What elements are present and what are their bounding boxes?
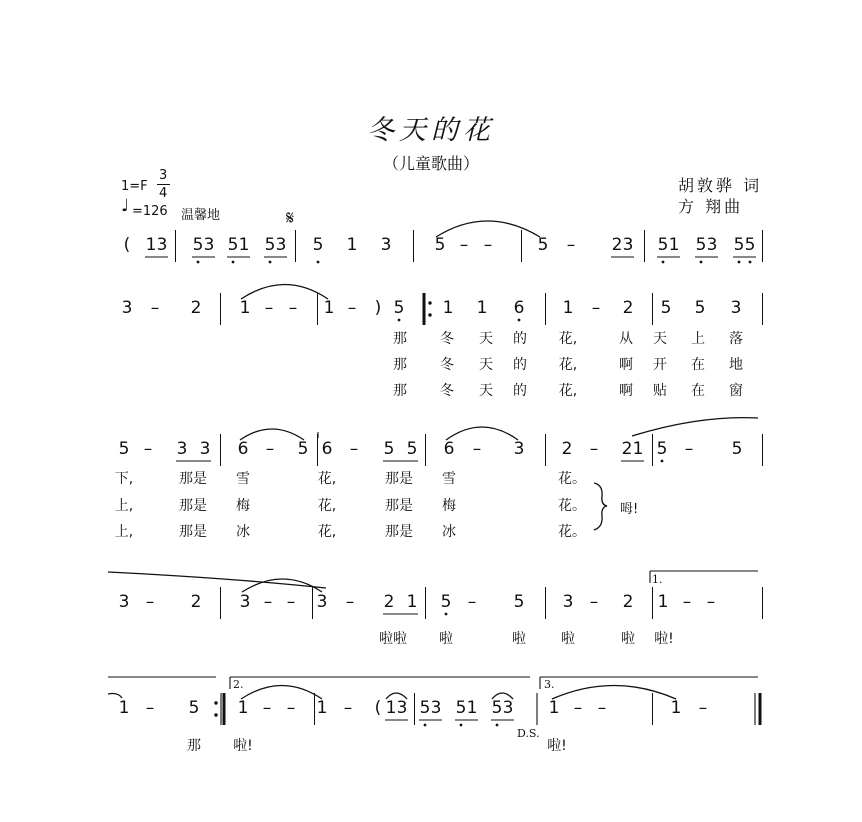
note-glyph: 5 — [744, 235, 756, 255]
note-glyph: 1 — [466, 698, 478, 718]
note-glyph: 1 — [442, 298, 454, 318]
note-glyph: – — [349, 439, 359, 459]
lyric-syllable: 的 — [513, 357, 527, 373]
note-glyph: 3 — [199, 439, 211, 459]
lyric-syllable: 啦! — [654, 631, 674, 647]
note-glyph: 1 — [670, 698, 682, 718]
lyric-syllable: 花, — [558, 331, 578, 347]
note-glyph: 1 — [657, 592, 669, 612]
note-glyph: – — [472, 439, 482, 459]
lyric-syllable: 那 — [393, 383, 407, 399]
note-glyph: 2 — [622, 298, 634, 318]
lyric-syllable: 上, — [114, 524, 134, 540]
note-glyph: – — [145, 698, 155, 718]
lyric-syllable: 上 — [691, 331, 705, 347]
note-glyph: 3 — [502, 698, 514, 718]
note-glyph: 5 — [537, 235, 549, 255]
note-glyph: – — [573, 698, 583, 718]
note-glyph: – — [684, 439, 694, 459]
note-glyph: – — [698, 698, 708, 718]
note-glyph: – — [597, 698, 607, 718]
note-glyph: 5 — [440, 592, 452, 612]
note-glyph: 2 — [190, 298, 202, 318]
note-glyph: 3 — [275, 235, 287, 255]
note-glyph: 1 — [668, 235, 680, 255]
tempo-marking: =126 — [132, 204, 168, 219]
note-glyph: 6 — [443, 439, 455, 459]
note-glyph: 6 — [237, 439, 249, 459]
note-glyph: 2 — [190, 592, 202, 612]
note-glyph: 2 — [561, 439, 573, 459]
note-glyph: 5 — [227, 235, 239, 255]
note-glyph: – — [589, 439, 599, 459]
lyric-syllable: 梅 — [236, 498, 250, 514]
note-glyph: 3 — [118, 592, 130, 612]
note-glyph: – — [459, 235, 469, 255]
note-glyph: 5 — [731, 439, 743, 459]
song-title: 冬天的花 — [367, 115, 495, 146]
note-glyph: 3 — [706, 235, 718, 255]
note-glyph: 5 — [419, 698, 431, 718]
note-glyph: 5 — [455, 698, 467, 718]
segno-sign: 𝄋 — [286, 207, 295, 229]
key-signature: 1=F — [121, 179, 148, 194]
note-glyph: 5 — [192, 235, 204, 255]
quarter-note-icon: ♩ — [121, 196, 130, 216]
note-glyph: – — [264, 298, 274, 318]
note-glyph: – — [143, 439, 153, 459]
note-glyph: 3 — [380, 235, 392, 255]
lyric-syllable: 啊 — [619, 357, 633, 373]
note-glyph: 5 — [393, 298, 405, 318]
lyric-syllable: 啦 — [561, 631, 575, 647]
lyric-syllable: 在 — [691, 383, 705, 399]
ending-3-label: 3. — [544, 678, 555, 691]
lyric-syllable: 那 — [187, 738, 201, 754]
note-glyph: 2 — [621, 439, 633, 459]
note-glyph: 5 — [118, 439, 130, 459]
note-glyph: 5 — [434, 235, 446, 255]
note-glyph: 1 — [238, 235, 250, 255]
note-glyph: ) — [374, 298, 382, 318]
lyric-syllable: 花, — [558, 383, 578, 399]
note-glyph: 1 — [237, 698, 249, 718]
note-glyph: 5 — [491, 698, 503, 718]
lyric-syllable: 花。 — [558, 471, 586, 487]
lyric-syllable: 梅 — [442, 498, 456, 514]
lyric-syllable: 啦 — [439, 631, 453, 647]
note-glyph: 5 — [297, 439, 309, 459]
note-glyph: 6 — [513, 298, 525, 318]
note-glyph: – — [286, 698, 296, 718]
slur — [446, 427, 518, 440]
note-glyph: 3 — [316, 592, 328, 612]
note-glyph: 3 — [156, 235, 168, 255]
lyric-syllable: 冬 — [440, 331, 454, 347]
lyric-syllable: 的 — [513, 383, 527, 399]
lyric-syllable: 那 — [393, 331, 407, 347]
lyric-syllable: 地 — [729, 357, 743, 373]
lyric-syllable: 啦啦 — [379, 631, 407, 647]
note-glyph: 3 — [121, 298, 133, 318]
lyric-syllable: 冬 — [440, 357, 454, 373]
note-glyph: 3 — [430, 698, 442, 718]
note-glyph: 3 — [176, 439, 188, 459]
ending-1-label: 1. — [652, 573, 663, 586]
lyric-syllable: 天 — [479, 383, 493, 399]
brace — [594, 483, 607, 530]
lyric-syllable: 冰 — [236, 524, 250, 540]
note-glyph: – — [345, 592, 355, 612]
note-glyph: – — [288, 298, 298, 318]
note-glyph: 3 — [203, 235, 215, 255]
note-glyph: 5 — [264, 235, 276, 255]
lyric-syllable: 花, — [317, 471, 337, 487]
lyric-syllable: 贴 — [653, 383, 667, 399]
lyric-syllable: 那 — [393, 357, 407, 373]
note-glyph: – — [347, 298, 357, 318]
lyric-syllable: 啦 — [621, 631, 635, 647]
note-glyph: 5 — [383, 439, 395, 459]
note-glyph: 5 — [660, 298, 672, 318]
lyric-syllable: 冬 — [440, 383, 454, 399]
note-glyph: 5 — [733, 235, 745, 255]
slur — [241, 285, 328, 300]
note-glyph: – — [566, 235, 576, 255]
slur — [632, 418, 758, 436]
slur — [436, 221, 540, 237]
lyric-syllable: 那是 — [179, 524, 207, 540]
lyric-syllable: 天 — [653, 331, 667, 347]
note-glyph: – — [262, 698, 272, 718]
note-glyph: 1 — [562, 298, 574, 318]
note-glyph: 1 — [323, 298, 335, 318]
note-glyph: – — [589, 592, 599, 612]
note-glyph: 5 — [656, 439, 668, 459]
note-glyph: – — [467, 592, 477, 612]
note-glyph: 5 — [694, 298, 706, 318]
note-glyph: 3 — [730, 298, 742, 318]
song-subtitle: （儿童歌曲） — [382, 154, 479, 173]
time-signature-bottom: 4 — [159, 186, 168, 201]
note-glyph: 1 — [118, 698, 130, 718]
slur — [241, 686, 322, 700]
note-glyph: 3 — [396, 698, 408, 718]
lyric-syllable: 那是 — [385, 498, 413, 514]
note-glyph: ( — [123, 235, 131, 255]
lyric-syllable: 花。 — [558, 498, 586, 514]
note-glyph: 6 — [321, 439, 333, 459]
lyric-syllable: 天 — [479, 331, 493, 347]
lyric-syllable: 那是 — [385, 471, 413, 487]
lyric-syllable: 啊 — [619, 383, 633, 399]
note-glyph: 3 — [622, 235, 634, 255]
slur — [386, 693, 407, 699]
lyric-syllable: 那是 — [179, 498, 207, 514]
note-glyph: – — [145, 592, 155, 612]
note-glyph: 3 — [562, 592, 574, 612]
note-glyph: 5 — [695, 235, 707, 255]
lyric-syllable: 天 — [479, 357, 493, 373]
note-glyph: – — [286, 592, 296, 612]
note-glyph: 5 — [188, 698, 200, 718]
note-glyph: 2 — [383, 592, 395, 612]
slur — [492, 693, 513, 699]
lyric-syllable: 在 — [691, 357, 705, 373]
note-glyph: 5 — [406, 439, 418, 459]
lyric-syllable: 的 — [513, 331, 527, 347]
lyric-syllable: 花, — [558, 357, 578, 373]
lyric-syllable: 冰 — [442, 524, 456, 540]
lyric-syllable: 啦! — [547, 738, 567, 754]
lyric-syllable: 花, — [317, 498, 337, 514]
note-glyph: – — [706, 592, 716, 612]
note-glyph: 1 — [385, 698, 397, 718]
note-glyph: 1 — [406, 592, 418, 612]
lyric-syllable: 啦 — [512, 631, 526, 647]
note-glyph: 1 — [239, 298, 251, 318]
expression-marking: 温馨地 — [181, 208, 221, 223]
note-glyph: 1 — [632, 439, 644, 459]
note-glyph: ( — [374, 698, 382, 718]
lyric-syllable: 上, — [114, 498, 134, 514]
lyric-syllable: 那是 — [179, 471, 207, 487]
slur — [552, 686, 676, 700]
slur — [108, 694, 122, 699]
note-glyph: 5 — [513, 592, 525, 612]
lyric-syllable: 那是 — [385, 524, 413, 540]
lyricist-credit: 胡敦骅 词 — [678, 176, 763, 195]
composer-credit: 方 翔曲 — [678, 197, 744, 216]
note-glyph: 5 — [312, 235, 324, 255]
lyric-syllable: 落 — [729, 331, 743, 347]
note-glyph: – — [483, 235, 493, 255]
lyric-syllable: 花, — [317, 524, 337, 540]
brace-word: 呣! — [620, 502, 639, 517]
note-glyph: 5 — [657, 235, 669, 255]
lyric-syllable: 雪 — [442, 471, 456, 487]
note-glyph: 2 — [622, 592, 634, 612]
lyric-syllable: 开 — [653, 357, 667, 373]
ending-2-label: 2. — [233, 678, 244, 691]
lyric-syllable: 从 — [619, 331, 633, 347]
note-glyph: 2 — [611, 235, 623, 255]
note-glyph: 3 — [513, 439, 525, 459]
time-signature-top: 3 — [159, 168, 168, 183]
note-glyph: 3 — [239, 592, 251, 612]
note-glyph: – — [263, 592, 273, 612]
note-glyph: 1 — [316, 698, 328, 718]
lyric-syllable: 啦! — [233, 738, 253, 754]
note-glyph: 1 — [145, 235, 157, 255]
note-glyph: – — [343, 698, 353, 718]
lyric-syllable: 窗 — [729, 383, 743, 399]
lyric-syllable: 花。 — [558, 524, 586, 540]
lyric-syllable: 下, — [114, 471, 134, 487]
note-glyph: 1 — [346, 235, 358, 255]
note-glyph: – — [265, 439, 275, 459]
note-glyph: 1 — [476, 298, 488, 318]
note-glyph: – — [591, 298, 601, 318]
lyric-syllable: 雪 — [236, 471, 250, 487]
dal-segno-label: D.S. — [517, 727, 540, 740]
note-glyph: – — [682, 592, 692, 612]
note-glyph: 1 — [548, 698, 560, 718]
slur — [240, 429, 304, 440]
note-glyph: – — [150, 298, 160, 318]
